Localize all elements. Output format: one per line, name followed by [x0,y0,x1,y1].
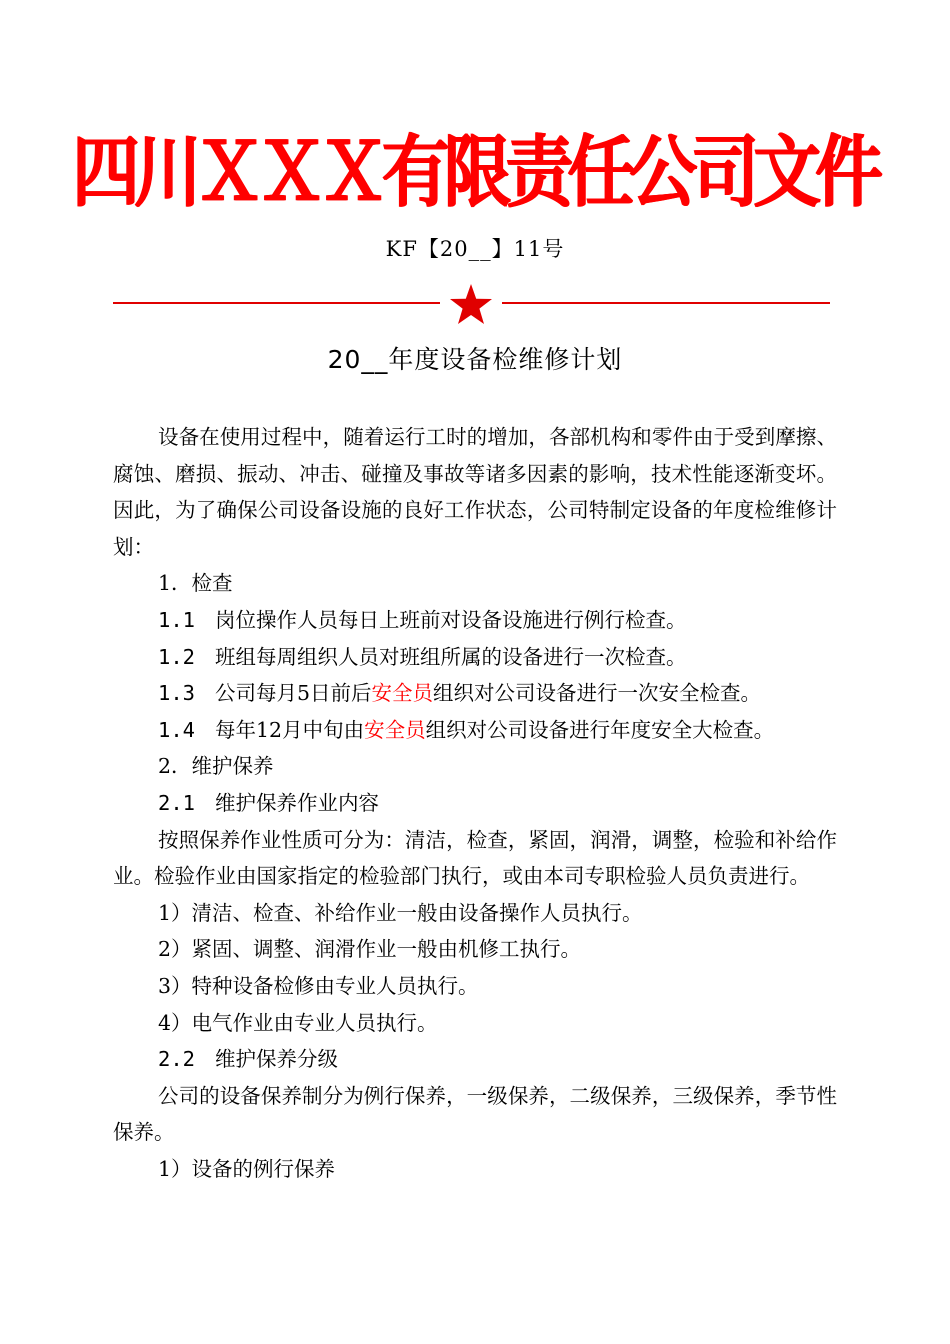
intro-paragraph: 设备在使用过程中，随着运行工时的增加，各部机构和零件由于受到摩擦、腐蚀、磨损、振动、冲击、碰撞及事故等诸多因素的影响，技术性能逐渐变坏。因此，为了确保公司设备设施的良好工作状态，公司特制定设备的年度检维修计划： [113,425,837,559]
divider-line-left [113,302,440,304]
section-heading: 1．检查 [158,571,233,596]
subsection-number: 1.3 [158,681,196,706]
subsection [113,1041,837,1078]
list-item: 2）紧固、调整、润滑作业一般由机修工执行。 [158,937,582,962]
subsection-number: 2.1 [158,790,196,815]
subsection-text: 班组每周组织人员对班组所属的设备进行一次检查。 [215,644,687,669]
divider-line-right [502,302,830,304]
subsection [113,602,837,639]
list-item: 1）设备的例行保养 [158,1156,336,1181]
star-icon [449,283,493,325]
paragraph: 按照保养作业性质可分为：清洁，检查，紧固，润滑，调整，检验和补给作业。检验作业由国家指定的检验部门执行，或由本司专职检验人员负责进行。 [113,827,837,889]
document-title: 20__年度设备检维修计划 [327,345,623,374]
subsection [113,785,837,822]
subsection [113,675,837,712]
subsection [113,639,837,676]
highlighted-role: 安全员 [371,681,434,706]
subsection-text: 岗位操作人员每日上班前对设备设施进行例行检查。 [215,607,687,632]
highlighted-role: 安全员 [364,717,426,742]
subsection-text: 组织对公司设备进行一次安全检查。 [433,681,762,706]
list-item: 3）特种设备检修由专业人员执行。 [158,973,479,998]
subsection-number: 1.4 [158,717,196,742]
subsection-number: 1.1 [158,607,196,632]
document-number: KF【20__】11号 [385,237,565,261]
org-header-title: 四川ＸＸＸ有限责任公司文件 [72,128,878,218]
subsection [113,712,837,749]
list-item: 4）电气作业由专业人员执行。 [158,1010,438,1035]
document-body [113,419,837,1187]
subsection-text: 组织对公司设备进行年度安全大检查。 [425,717,775,742]
subsection-text: 维护保养分级 [215,1047,338,1072]
subsection-number: 2.2 [158,1047,196,1072]
subsection-text: 维护保养作业内容 [215,790,379,815]
subsection-number: 1.2 [158,644,196,669]
subsection-text: 每年12月中旬由 [215,717,365,742]
paragraph: 公司的设备保养制分为例行保养，一级保养，二级保养，三级保养，季节性保养。 [113,1083,837,1145]
section-heading: 2．维护保养 [158,754,274,779]
subsection-text: 公司每月5日前后 [215,681,372,706]
list-item: 1）清洁、检查、补给作业一般由设备操作人员执行。 [158,900,643,925]
